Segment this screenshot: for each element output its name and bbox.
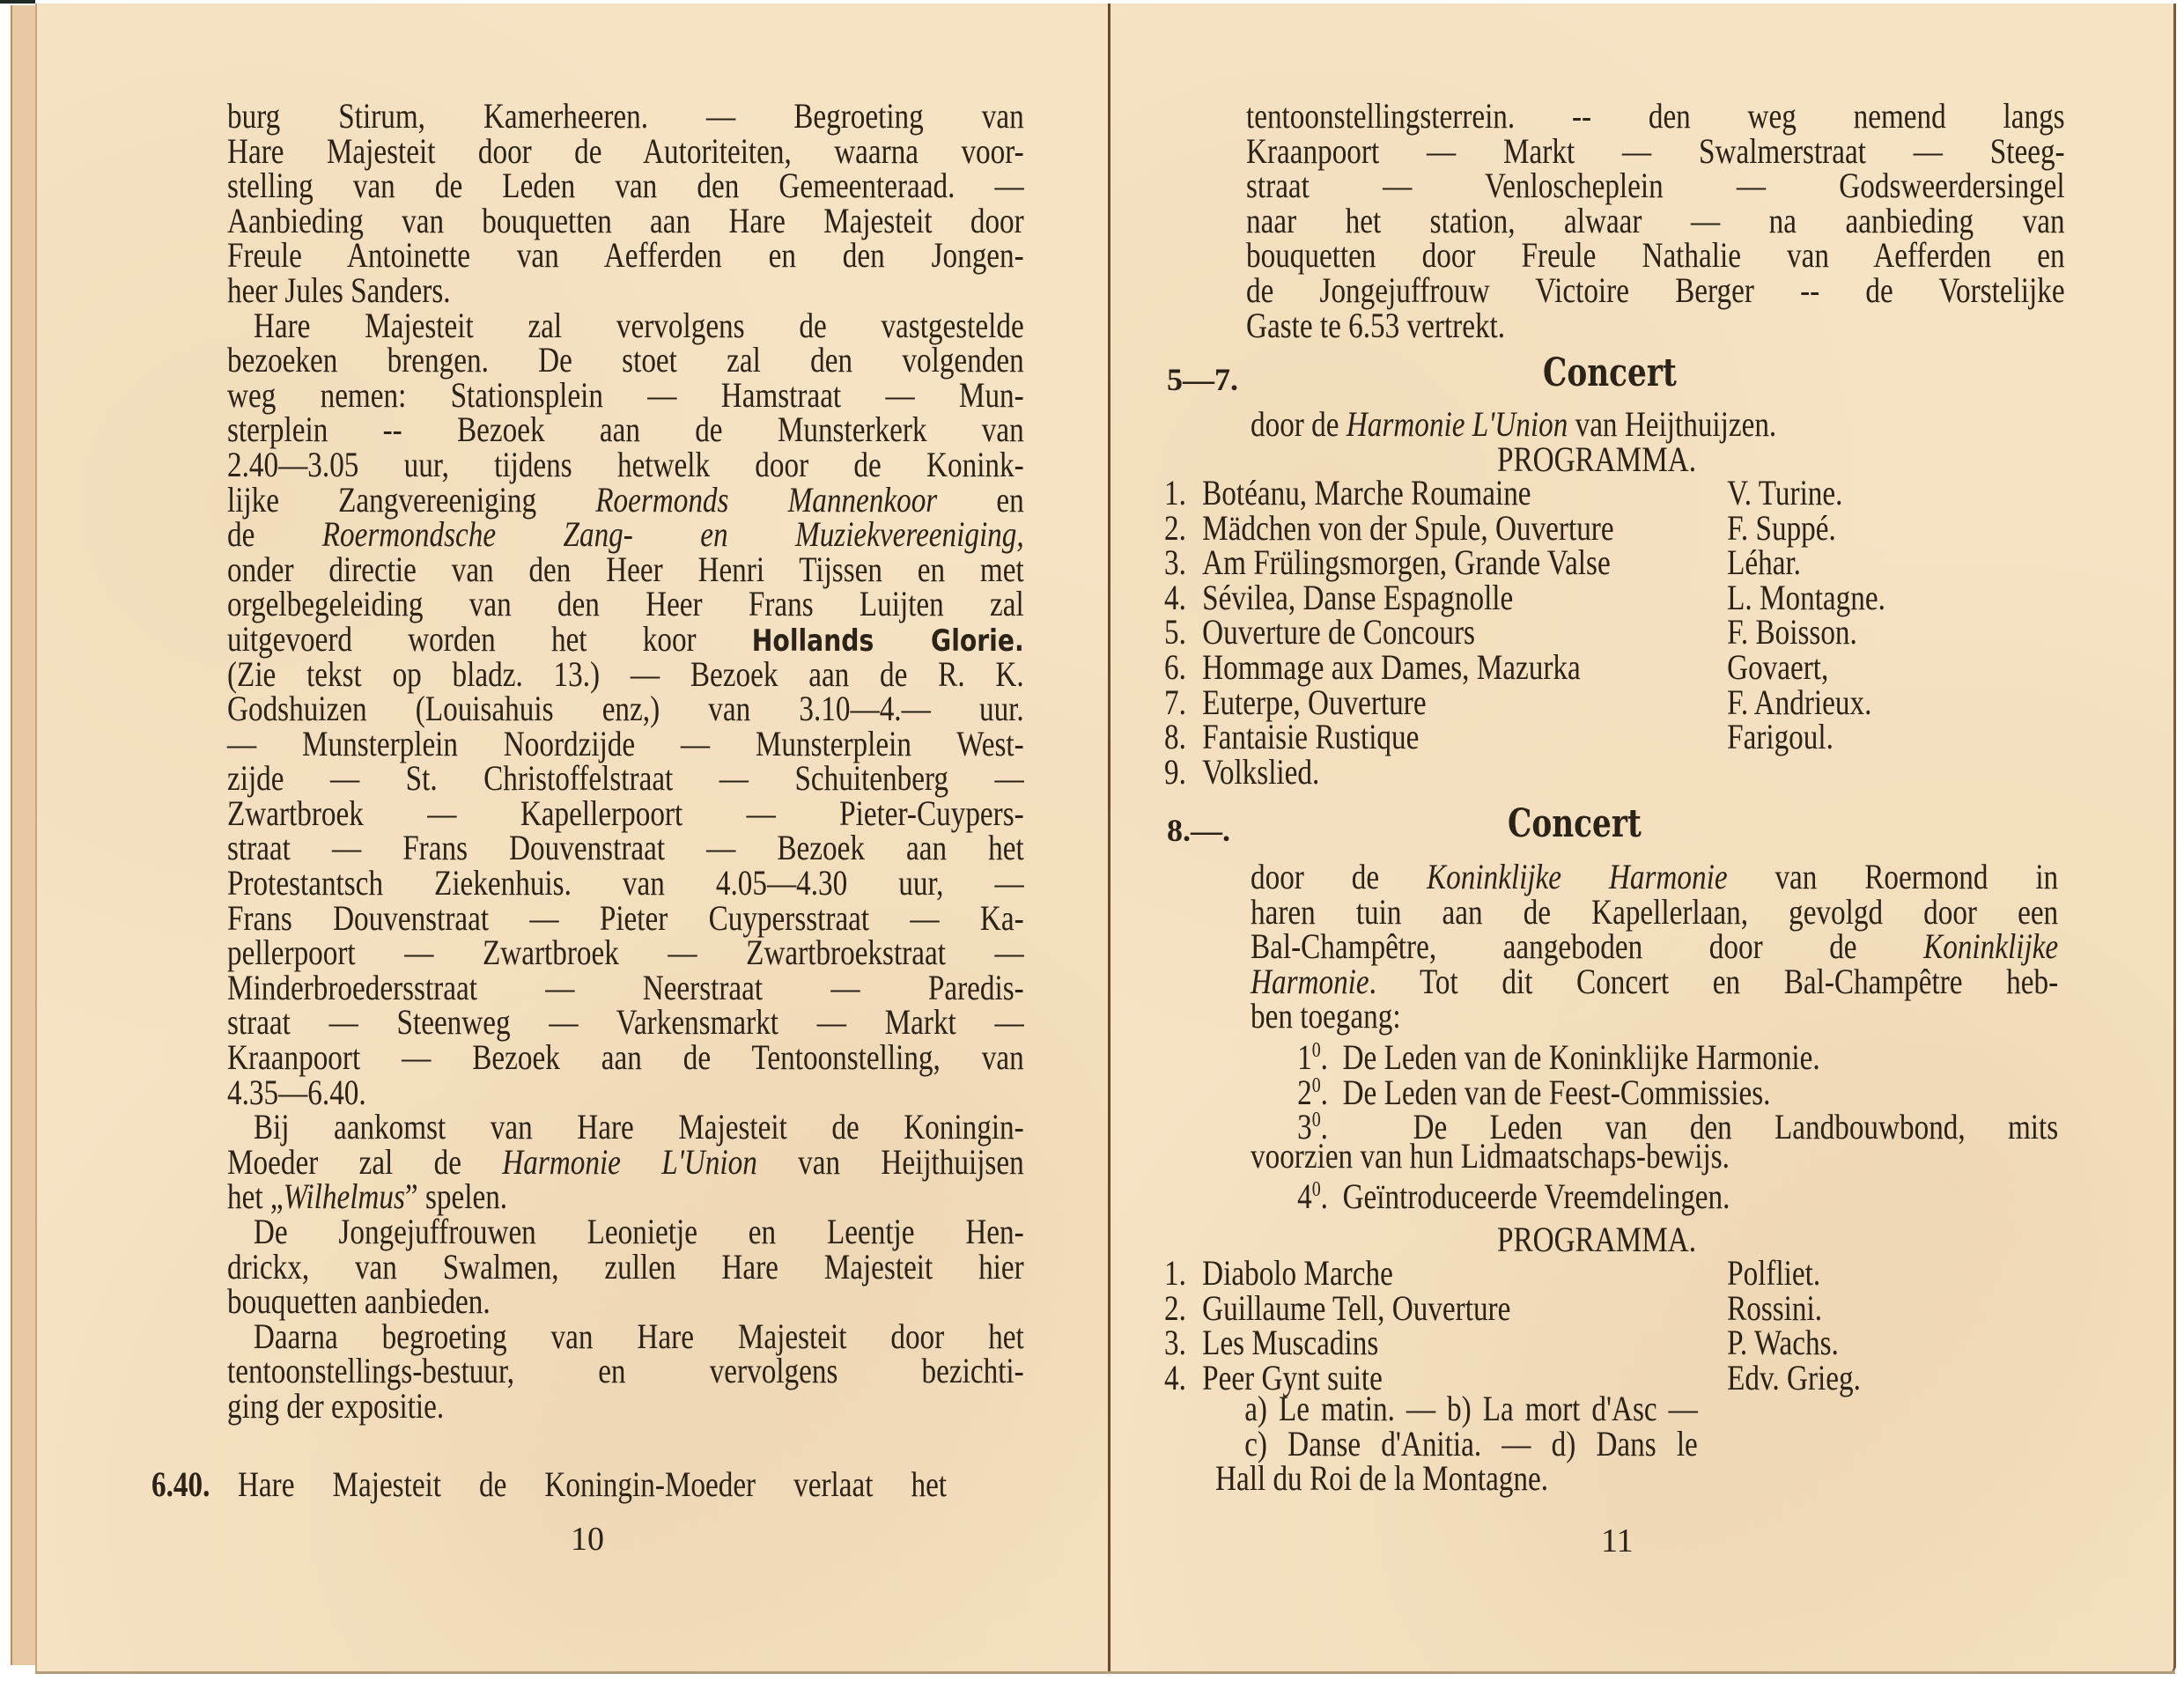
composer-name: Edv. Grieg.: [1727, 1357, 1861, 1397]
text-line: het „Wilhelmus” spelen.: [227, 1176, 508, 1217]
piece-title: Les Muscadins: [1202, 1323, 1379, 1363]
text-line: orgelbegeleiding van den Heer Frans Luijten zal: [227, 584, 1024, 624]
text-line: c) Danse d'Anitia. — d) Dans le: [1244, 1423, 1698, 1464]
composer-name: P. Wachs.: [1727, 1323, 1839, 1363]
paragraph-1: [227, 96, 1024, 310]
text-line: de Roermondsche Zang- en Muziekvereeniging,: [227, 514, 1024, 555]
text-line: door de Koninklijke Harmonie van Roermond in: [1251, 857, 2059, 896]
programme-item: [1164, 646, 1895, 687]
text-line: a) Le matin. — b) La mort d'Asc —: [1244, 1389, 1698, 1428]
text-line: — Munsterplein Noordzijde — Munsterplein West-: [227, 723, 1024, 763]
piece-title: Botéanu, Marche Roumaine: [1202, 473, 1531, 512]
paragraph-2: [227, 305, 1024, 1112]
band-name: Koninklijke Harmonie: [1426, 857, 1728, 896]
text-line: de Jongejuffrouw Victoire Berger -- de Vorstelijke: [1246, 269, 2065, 310]
text-line: Freule Antoinette van Aefferden en den Jongen-: [227, 235, 1024, 276]
text-line: straat — Frans Douvenstraat — Bezoek aan het: [227, 828, 1024, 868]
composer-name: Rossini.: [1727, 1287, 1823, 1328]
piece-title: Am Frülingsmorgen, Grande Valse: [1202, 542, 1611, 583]
programme-item: [1164, 577, 1895, 617]
text-line: Daarna begroeting van Hare Majesteit door het: [253, 1316, 1024, 1356]
anthem-name: Wilhelmus: [283, 1176, 405, 1217]
entry-time: 6.40.: [151, 1464, 210, 1504]
composer-name: V. Turine.: [1727, 473, 1843, 512]
text-line: 2.40—3.05 uur, tijdens hetwelk door de Konink-: [227, 444, 1024, 484]
item-number: 4.: [1164, 577, 1186, 617]
concert-1-title: Concert: [1543, 350, 1677, 395]
item-number: 7.: [1164, 682, 1186, 722]
page-bottom-edge: [35, 1671, 2175, 1674]
item-number: 9.: [1164, 751, 1186, 792]
text-line: drickx, van Swalmen, zullen Hare Majesteit hier: [227, 1246, 1024, 1287]
concert-1-time: 5—7.: [1167, 362, 1238, 397]
text-line: Godshuizen (Louisahuis enz,) van 3.10—4.— uur.: [227, 689, 1024, 729]
text-line: Minderbroedersstraat — Neerstraat — Paredis-: [227, 967, 1024, 1007]
song-title: Hollands Glorie.: [751, 623, 1024, 659]
concert-1-programme-heading: PROGRAMMA.: [1497, 439, 1697, 479]
text-line: Moeder zal de Harmonie L'Union van Heijthuijsen: [227, 1141, 1024, 1182]
item-number: 8.: [1164, 717, 1186, 757]
band-name: Harmonie L'Union: [502, 1141, 757, 1182]
programme-item: [1164, 472, 1895, 512]
text-line: uitgevoerd worden het koor Hollands Glorie.: [227, 618, 1024, 659]
piece-title: Fantaisie Rustique: [1202, 717, 1420, 757]
concert-2-time: 8.—.: [1167, 813, 1230, 848]
programme-item: [1164, 716, 1895, 757]
paragraph-5: [227, 1316, 1024, 1426]
programme-item: [1164, 1287, 1895, 1328]
access-item: $1^0$. De Leden van de Koninklijke Harmonie.: [1297, 1036, 1820, 1077]
text-line: Protestantsch Ziekenhuis. van 4.05—4.30 uur, —: [227, 863, 1024, 903]
programme-item: [1164, 507, 1895, 548]
piece-title: Euterpe, Ouverture: [1202, 682, 1427, 722]
text-line: heer Jules Sanders.: [227, 269, 451, 310]
text-line: onder directie van den Heer Henri Tijssen en met: [227, 549, 1024, 589]
piece-title: Peer Gynt suite: [1202, 1357, 1383, 1397]
text-line: voorzien van hun Lidmaatschaps-bewijs.: [1251, 1135, 1730, 1176]
item-number: 6.: [1164, 647, 1186, 687]
text-line: De Jongejuffrouwen Leonietje en Leentje Hen-: [253, 1212, 1024, 1251]
item-number: 2.: [1164, 1287, 1186, 1328]
text-line: Zwartbroek — Kapellerpoort — Pieter-Cuypers-: [227, 793, 1024, 833]
item-number: 1.: [1164, 1253, 1186, 1293]
text-line: zijde — St. Christoffelstraat — Schuitenberg —: [227, 758, 1024, 799]
programme-item: [1164, 751, 1895, 792]
text-line: weg nemen: Stationsplein — Hamstraat — Mun-: [227, 374, 1024, 415]
item-number: 1.: [1164, 473, 1186, 512]
text-line: Frans Douvenstraat — Pieter Cuypersstraat — Ka-: [227, 897, 1024, 938]
text-line: lijke Zangvereeniging Roermonds Mannenkoor en: [227, 479, 1024, 520]
scan-border: [0, 0, 35, 4]
programme-item: [1164, 682, 1895, 722]
programme-item: [1164, 542, 1895, 583]
text-line: Kraanpoort — Bezoek aan de Tentoonstelling, van: [227, 1037, 1024, 1078]
text-line: bouquetten aanbieden.: [227, 1281, 491, 1322]
text-line: straat — Venloscheplein — Godsweerdersingel: [1246, 166, 2065, 206]
band-name: Harmonie L'Union: [1346, 404, 1568, 444]
piece-title: Sévilea, Danse Espagnolle: [1202, 577, 1514, 617]
item-number: 4.: [1164, 1357, 1186, 1397]
page-number-right: 11: [1601, 1522, 1634, 1559]
final-entry: [151, 1464, 956, 1505]
text-line: ging der expositie.: [227, 1385, 445, 1426]
composer-name: F. Andrieux.: [1727, 682, 1872, 722]
composer-name: Govaert,: [1727, 647, 1829, 687]
item-number: 5.: [1164, 612, 1186, 652]
concert-2-title: Concert: [1508, 801, 1642, 846]
composer-name: Polfliet.: [1727, 1253, 1821, 1293]
entry-text: Hare Majesteit de Koningin-Moeder verlaat het: [237, 1464, 948, 1504]
composer-name: Farigoul.: [1727, 717, 1834, 757]
suite-parts: [1215, 1389, 1698, 1499]
text-line: straat — Steenweg — Varkensmarkt — Markt —: [227, 1002, 1024, 1043]
composer-name: Léhar.: [1727, 542, 1801, 583]
item-number: 3.: [1164, 1323, 1186, 1363]
access-item: $4^0$. Geïntroduceerde Vreemdelingen.: [1297, 1176, 1730, 1217]
piece-title: Guillaume Tell, Ouverture: [1202, 1287, 1511, 1328]
programme-item: [1164, 1357, 1895, 1397]
programme-item: [1164, 1322, 1895, 1363]
text-line: tentoonstellings-bestuur, en vervolgens bezichti-: [227, 1351, 1024, 1391]
text-line: Hare Majesteit door de Autoriteiten, waarna voor-: [227, 130, 1024, 171]
piece-title: Mädchen von der Spule, Ouverture: [1202, 507, 1614, 548]
piece-title: Volkslied.: [1202, 751, 1320, 792]
text-line: Hall du Roi de la Montagne.: [1215, 1458, 1549, 1499]
left-page-text: [227, 96, 1024, 1426]
composer-name: F. Boisson.: [1727, 612, 1857, 652]
text-line: Harmonie. Tot dit Concert en Bal-Champêtre heb-: [1251, 961, 2059, 1001]
concert-2-description: [1251, 857, 2059, 1217]
text-line: sterplein -- Bezoek aan de Munsterkerk van: [227, 409, 1024, 450]
text-line: stelling van de Leden van den Gemeenteraad. —: [227, 166, 1024, 206]
paragraph-3: [227, 1107, 1024, 1217]
programme-item: [1164, 611, 1895, 652]
text-line: pellerpoort — Zwartbroek — Zwartbroekstraat —: [227, 933, 1024, 973]
page-number-left: 10: [571, 1521, 604, 1558]
text-line: Bij aankomst van Hare Majesteit de Koningin-: [253, 1107, 1024, 1147]
text-line: ben toegang:: [1251, 996, 1401, 1036]
text-line: haren tuin aan de Kapellerlaan, gevolgd door een: [1251, 891, 2059, 932]
item-number: 2.: [1164, 507, 1186, 548]
piece-title: Diabolo Marche: [1202, 1253, 1393, 1293]
access-item: $2^0$. De Leden van de Feest-Commissies.: [1297, 1072, 1771, 1112]
text-line: Hare Majesteit zal vervolgens de vastgestelde: [253, 305, 1024, 345]
text-line: Kraanpoort — Markt — Swalmerstraat — Steeg-: [1246, 130, 2065, 171]
piece-title: Hommage aux Dames, Mazurka: [1202, 647, 1581, 687]
text-line: (Zie tekst op bladz. 13.) — Bezoek aan de R. K.: [227, 653, 1024, 694]
right-page-continuation: [1246, 96, 2065, 345]
text-line: bezoeken brengen. De stoet zal den volgenden: [227, 340, 1024, 380]
access-item: $3^0$. De Leden van den Landbouwbond, mits: [1297, 1107, 2059, 1147]
concert-1-performer: door de Harmonie L'Union van Heijthuijzen.: [1251, 404, 1777, 444]
programme-item: [1164, 1252, 1895, 1293]
text-line: Bal-Champêtre, aangeboden door de Koninklijke: [1251, 926, 2059, 967]
text-line: burg Stirum, Kamerheeren. — Begroeting van: [227, 96, 1024, 136]
concert-2-programme-heading: PROGRAMMA.: [1497, 1220, 1697, 1259]
text-line: Aanbieding van bouquetten aan Hare Majesteit door: [227, 200, 1024, 240]
text-line: Gaste te 6.53 vertrekt.: [1246, 305, 1506, 345]
choir-name: Roermonds Mannenkoor: [595, 479, 938, 520]
paragraph-4: [227, 1212, 1024, 1322]
text-line: naar het station, alwaar — na aanbieding van: [1246, 200, 2065, 240]
text-line: tentoonstellingsterrein. -- den weg nemend langs: [1246, 96, 2065, 136]
gutter-line: [1108, 4, 1110, 1673]
piece-title: Ouverture de Concours: [1202, 612, 1475, 652]
item-number: 3.: [1164, 542, 1186, 583]
society-name: Roermondsche Zang- en Muziekvereeniging,: [321, 514, 1024, 555]
composer-name: F. Suppé.: [1727, 507, 1836, 548]
text-line: bouquetten door Freule Nathalie van Aefferden en: [1246, 235, 2065, 276]
text-line: 4.35—6.40.: [227, 1072, 366, 1112]
composer-name: L. Montagne.: [1727, 577, 1885, 617]
